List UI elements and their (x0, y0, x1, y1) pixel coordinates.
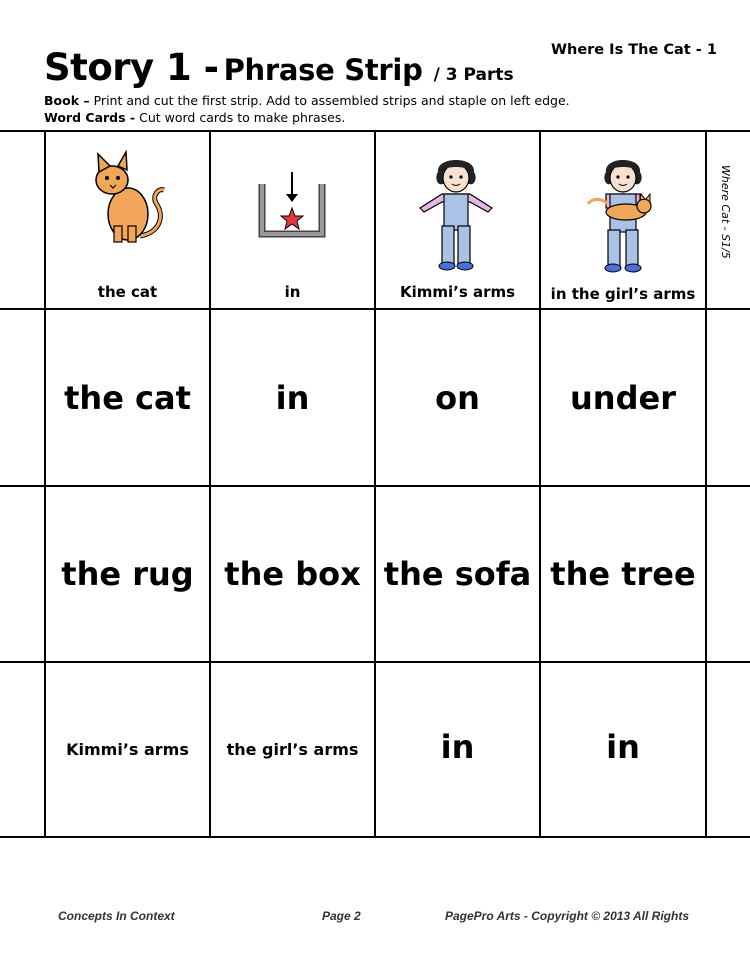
title-parts: / 3 Parts (433, 65, 514, 85)
book-label: Book – (44, 93, 90, 108)
word-card: Kimmi’s arms (66, 740, 189, 759)
word-card: in (275, 378, 310, 417)
strip-side-label: Where Cat - S1/5 (719, 165, 732, 259)
word-card: the cat (64, 378, 191, 417)
girl-holding-cat-picture (584, 152, 660, 276)
page-title (44, 46, 514, 89)
picture-caption: the cat (97, 283, 158, 301)
word-card: the sofa (383, 555, 532, 593)
cards-label: Word Cards - (44, 110, 136, 125)
word-card: the box (224, 555, 361, 593)
title-story: Story 1 - (44, 46, 219, 89)
footer-left: Concepts In Context (58, 909, 175, 923)
picture-caption: in the girl’s arms (550, 285, 696, 303)
footer-copyright: PagePro Arts - Copyright © 2013 All Rights (445, 909, 689, 923)
word-card: in (440, 728, 475, 766)
book-text: Print and cut the first strip. Add to assembled strips and staple on left edge. (93, 93, 570, 108)
picture-caption: Kimmi’s arms (399, 283, 516, 301)
word-card: the rug (61, 555, 194, 593)
in-box-star-picture (256, 170, 328, 242)
cards-instruction (44, 110, 345, 125)
series-title: Where Is The Cat - 1 (551, 42, 717, 58)
girl-picture (416, 150, 496, 272)
footer-page-number: Page 2 (322, 909, 361, 923)
word-card: in (606, 728, 640, 766)
book-instruction (44, 93, 570, 108)
word-card: the tree (550, 555, 696, 593)
word-card: under (570, 378, 676, 417)
column-divider (705, 131, 707, 837)
cards-text: Cut word cards to make phrases. (139, 110, 346, 125)
title-phrase-strip: Phrase Strip (223, 53, 423, 87)
word-card: on (435, 378, 480, 417)
word-card: the girl’s arms (226, 740, 359, 759)
cat-picture (88, 148, 168, 248)
picture-caption: in (284, 283, 301, 301)
